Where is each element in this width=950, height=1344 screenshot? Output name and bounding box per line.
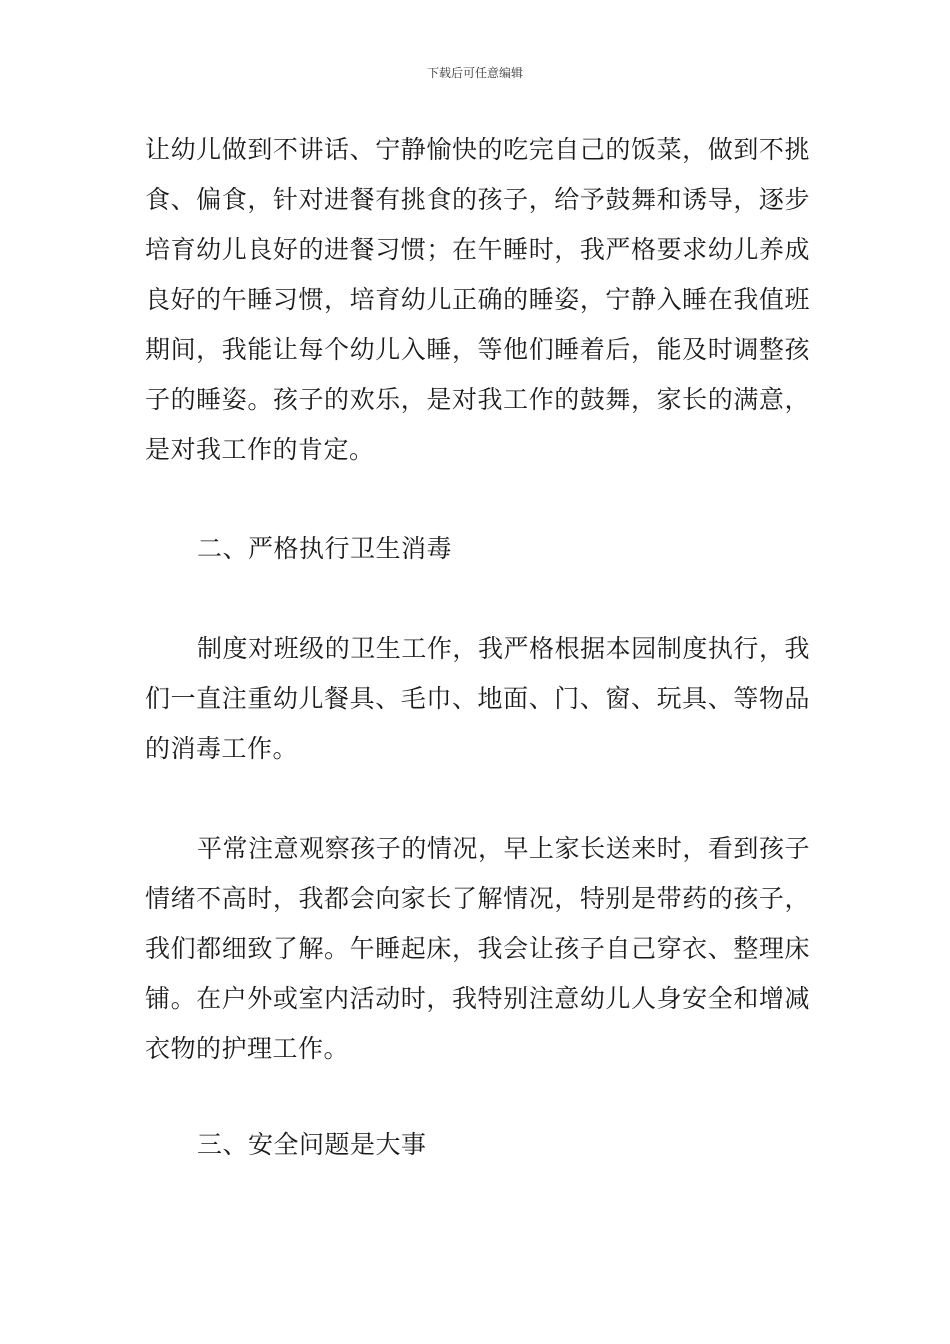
section-heading-safety: 三、安全问题是大事 (197, 1130, 427, 1159)
section-heading-hygiene: 二、严格执行卫生消毒 (197, 534, 453, 563)
body-paragraph-disinfection: 制度对班级的卫生工作，我严格根据本园制度执行，我们一直注重幼儿餐具、毛巾、地面、门、窗、玩具、等物品的消毒工作。 (145, 634, 810, 763)
page-header: 下载后可任意编辑 (426, 66, 523, 80)
body-paragraph-observation: 平常注意观察孩子的情况，早上家长送来时，看到孩子情绪不高时，我都会向家长了解情况，特别是带药的孩子，我们都细致了解。午睡起床，我会让孩子自己穿衣、整理床铺。在户外或室内活动时，我特别注意幼儿人身安全和增减衣物的护理工作。 (145, 834, 810, 1063)
body-paragraph-meals-and-nap: 让幼儿做到不讲话、宁静愉快的吃完自己的饭菜，做到不挑食、偏食，针对进餐有挑食的孩子，给予鼓舞和诱导，逐步培育幼儿良好的进餐习惯；在午睡时，我严格要求幼儿养成良好的午睡习惯，培育幼儿正确的睡姿，宁静入睡在我值班期间，我能让每个幼儿入睡，等他们睡着后，能及时调整孩子的睡姿。孩子的欢乐，是对我工作的鼓舞，家长的满意，是对我工作的肯定。 (145, 135, 810, 464)
